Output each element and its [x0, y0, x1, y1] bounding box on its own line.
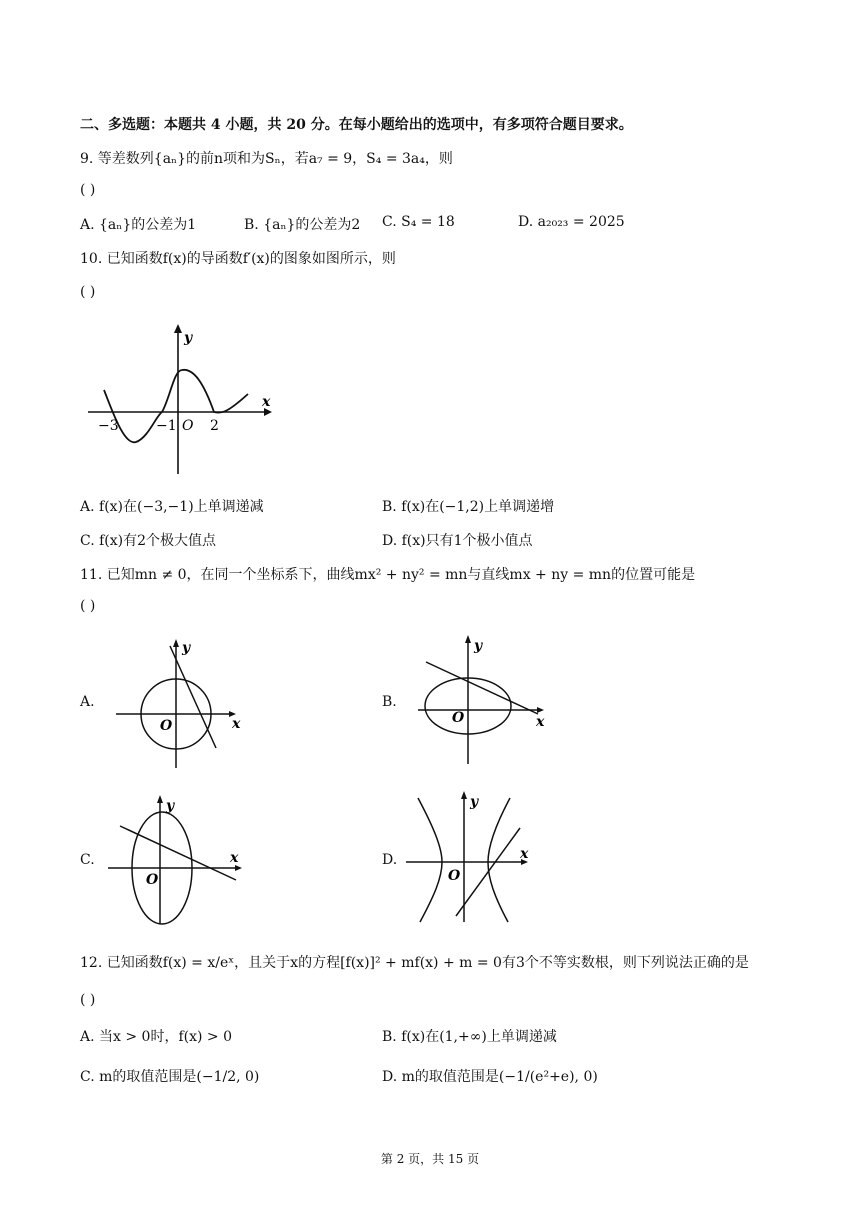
question-12-blank: ( ): [80, 992, 96, 1008]
x-label: x: [230, 850, 239, 866]
x-label: x: [520, 846, 529, 862]
derivative-graph: [78, 318, 278, 478]
x-arrow-icon: [537, 707, 544, 713]
q12-option-d: D. m的取值范围是(−1/(e²+e), 0): [382, 1069, 598, 1085]
y-label: y: [182, 640, 191, 656]
q9-option-d: D. a₂₀₂₃ = 2025: [518, 214, 625, 230]
q9-option-c: C. S₄ = 18: [382, 214, 455, 230]
origin-label: O: [146, 872, 159, 888]
line: [170, 646, 216, 748]
q9-option-b: B. {aₙ}的公差为2: [244, 217, 361, 233]
graph-origin-label: O: [182, 418, 194, 434]
q12-option-b: B. f(x)在(1,+∞)上单调递减: [382, 1029, 557, 1045]
question-10-stem: 10. 已知函数f(x)的导函数f′(x)的图象如图所示，则: [80, 251, 396, 267]
q10-option-b: B. f(x)在(−1,2)上单调递增: [382, 499, 555, 515]
y-label: y: [474, 638, 483, 654]
graph-y-label: y: [184, 330, 193, 346]
origin-label: O: [160, 718, 173, 734]
y-label: y: [166, 798, 175, 814]
q12-option-a: A. 当x > 0时，f(x) > 0: [80, 1029, 232, 1045]
section-title: 二、多选题：本题共 4 小题，共 20 分。在每小题给出的选项中，有多项符合题目要求。: [80, 117, 633, 133]
q11-graph-a: [112, 634, 252, 774]
q11-graph-c: [104, 790, 254, 930]
y-arrow-icon: [173, 639, 179, 647]
hyperbola-right-branch: [488, 798, 510, 922]
q11-graph-d: [404, 788, 544, 928]
q11-option-d: D.: [382, 852, 398, 868]
x-label: x: [536, 714, 545, 730]
question-11-stem: 11. 已知mn ≠ 0，在同一个坐标系下，曲线mx² + ny² = mn与直线mx + ny = mn的位置可能是: [80, 567, 696, 583]
q11-option-c: C.: [80, 852, 95, 868]
y-axis-arrow-icon: [174, 324, 182, 333]
q10-option-c: C. f(x)有2个极大值点: [80, 533, 217, 549]
question-11-blank: ( ): [80, 598, 96, 614]
hyperbola-left-branch: [418, 798, 442, 922]
graph-tick-2: 2: [210, 418, 219, 434]
q11-option-b: B.: [382, 694, 397, 710]
graph-tick-neg3: −3: [98, 418, 119, 434]
graph-tick-neg1: −1: [156, 418, 177, 434]
x-label: x: [232, 716, 241, 732]
y-arrow-icon: [157, 795, 163, 803]
question-10-blank: ( ): [80, 284, 96, 300]
y-arrow-icon: [461, 791, 467, 799]
q11-graph-b: [414, 630, 564, 770]
page-footer: 第 2 页，共 15 页: [380, 1152, 480, 1166]
y-label: y: [470, 794, 479, 810]
y-arrow-icon: [465, 635, 471, 643]
q11-option-a: A.: [80, 694, 95, 710]
question-9-stem: 9. 等差数列{aₙ}的前n项和为Sₙ，若a₇ = 9，S₄ = 3a₄，则: [80, 151, 453, 167]
question-9-blank: ( ): [80, 182, 96, 198]
q12-option-c: C. m的取值范围是(−1/2, 0): [80, 1069, 260, 1085]
question-12-stem: 12. 已知函数f(x) = x/eˣ，且关于x的方程[f(x)]² + mf(x) + m = 0有3个不等实数根，则下列说法正确的是: [80, 955, 749, 971]
line: [120, 826, 236, 880]
line: [456, 828, 520, 916]
q9-option-a: A. {aₙ}的公差为1: [80, 217, 197, 233]
line: [426, 662, 538, 714]
graph-x-label: x: [262, 394, 271, 410]
origin-label: O: [448, 868, 461, 884]
q10-option-d: D. f(x)只有1个极小值点: [382, 533, 533, 549]
origin-label: O: [452, 710, 465, 726]
q10-option-a: A. f(x)在(−3,−1)上单调递减: [80, 499, 264, 515]
